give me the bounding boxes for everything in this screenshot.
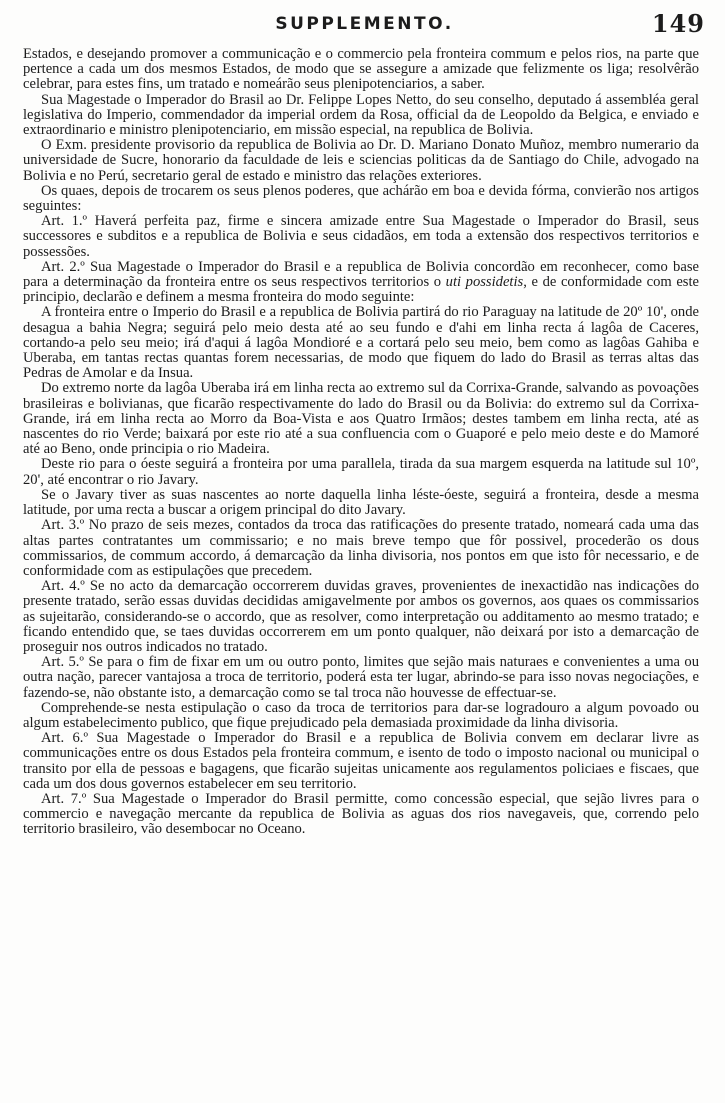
- paragraph-article-5: Art. 5.º Se para o fim de fixar em um ou outro ponto, limites que sejão mais naturaes e convenientes a uma ou outra nação, parecer vantajosa a troca de territorio, poderá esta ter lugar, abrindo-se para isso novas negociações, e fazendo-se, não obstante isto, a demarcação como se tal troca não houvesse de effectuar-se.: [23, 654, 699, 701]
- paragraph-boundary-uberaba: Do extremo norte da lagôa Uberaba irá em linha recta ao extremo sul da Corrixa-Grande, salvando as povoações brasileiras e bolivianas, que ficarão respectivamente do lado do Brasil ou da Bolivia: do extremo sul da Corrixa-Grande, irá em linha recta ao Morro da Boa-Vista e aos Quatro Irmãos; destes tambem em linha recta, até as nascentes do rio Verde; baixará por este rio até a sua confluencia com o Guaporé e pelo meio deste e do Mamoré até ao Beno, onde principia o rio Madeira.: [23, 380, 699, 458]
- paragraph-boundary-javary: Se o Javary tiver as suas nascentes ao norte daquella linha léste-óeste, seguirá a fronteira, desde a mesma latitude, por uma recta a buscar a origem principal do dito Javary.: [23, 486, 699, 519]
- running-title: SUPPLEMENTO.: [275, 14, 454, 34]
- paragraph-article-1: Art. 1.º Haverá perfeita paz, firme e sincera amizade entre Sua Magestade o Imperador do Brasil, seus successores e subditos e a republica de Bolivia e seus cidadãos, em toda a extensão dos respectivos territorios e possessões.: [23, 213, 699, 260]
- paragraph-boundary-madeira: Deste rio para o óeste seguirá a fronteira por uma parallela, tirada da sua margem esquerda na latitude sul 10º, 20', até encontrar o rio Javary.: [23, 456, 699, 488]
- page-header: [24, 9, 705, 44]
- paragraph-article-7: Art. 7.º Sua Magestade o Imperador do Brasil permitte, como concessão especial, que sejão livres para o commercio e navegação mercante da republica de Bolivia as aguas dos rios navegaveis, que, correndo pelo territorio brasileiro, vão desembocar no Oceano.: [23, 790, 699, 838]
- paragraph-article-5-exchange: Comprehende-se nesta estipulação o caso da troca de territorios para dar-se logradouro a algum povoado ou algum estabelecimento publico, que fique prejudicado pela demasiada proximidade da linha divisoria.: [23, 699, 699, 731]
- page-number: 149: [651, 9, 705, 38]
- paragraph-boundary-paraguay: A fronteira entre o Imperio do Brasil e a republica de Bolivia partirá do rio Paraguay na latitude de 20º 10', onde desagua a bahia Negra; seguirá pelo meio desta até ao seu fundo e d'ahi em linha recta á lagôa de Caceres, cortando-a pelo seu meio; irá d'aqui á lagôa Mondioré e a cortará pelo seu meio, bem como as lagôas Gahiba e Uberaba, em tantas rectas quantas forem necessarias, de modo que fiquem do lado do Brasil as terras altas das Pedras de Amolar e da Insua.: [23, 304, 699, 382]
- paragraph-article-2: Art. 2.º Sua Magestade o Imperador do Brasil e a republica de Bolivia concordão em reconhecer, como base para a determinação da fronteira entre os seus respectivos territorios o uti possidetis, e de conformidade com este principio, declarão e definem a mesma fronteira do modo seguinte:: [23, 258, 700, 306]
- page-body: [23, 47, 699, 838]
- paragraph-article-6: Art. 6.º Sua Magestade o Imperador do Brasil e a republica de Bolivia convem em declarar livre as communicações entre os dous Estados pela fronteira commum, e isento de todo o imposto nacional ou municipal o transito por ella de pessoas e bagagens, que ficarão sujeitas unicamente aos regulamentos policiaes e fiscaes, que cada um dos dous governos estabelecer em seu territorio.: [23, 730, 699, 792]
- paragraph-article-3: Art. 3.º No prazo de seis mezes, contados da troca das ratificações do presente tratado, nomeará cada uma das altas partes contratantes um commissario; e no mais breve tempo que fôr possivel, procederão os dous commissarios, de commum accordo, á demarcação da linha divisoria, nos pontos em que isto fôr necessario, e de conformidade com as estipulações que precedem.: [23, 517, 699, 579]
- paragraph-brazil-plenipotentiary: Sua Magestade o Imperador do Brasil ao Dr. Felippe Lopes Netto, do seu conselho, deputado á assembléa geral legislativa do Imperio, commendador da imperial ordem da Rosa, official da de Leopoldo da Belgica, e enviado e extraordinario e ministro plenipotenciario, em missão especial, na republica de Bolivia.: [23, 91, 699, 139]
- paragraph-preamble: Estados, e desejando promover a communicação e o commercio pela fronteira commum e pelos rios, na parte que pertence a cada um dos mesmos Estados, de modo que se assegure a amizade que felizmente os liga; resolvêrão celebrar, para estes fins, um tratado e nomeárão seus plenipotenciarios, a saber.: [23, 46, 699, 93]
- latin-phrase: uti possidetis: [445, 274, 524, 291]
- paragraph-exchange-of-powers: Os quaes, depois de trocarem os seus plenos poderes, que achárão em boa e devida fórma, convierão nos artigos seguintes:: [23, 182, 699, 215]
- paragraph-article-4: Art. 4.º Se no acto da demarcação occorrerem duvidas graves, provenientes de inexactidão nas indicações do presente tratado, serão essas duvidas decididas amigavelmente por ambos os governos, aos quaes os commissarios as sujeitarão, considerando-se o accordo, que as resolver, como interpretação ou additamento ao mesmo tratado; e ficando entendido que, se taes duvidas occorrerem em um ponto qualquer, não deixará por isto a demarcação de proseguir nos outros indicados no tratado.: [23, 578, 699, 655]
- paragraph-bolivia-plenipotentiary: O Exm. presidente provisorio da republica de Bolivia ao Dr. D. Mariano Donato Muñoz, membro numerario da universidade de Sucre, honorario da faculdade de leis e sciencias politicas da de Santiago do Chile, advogado na Bolivia e no Perú, secretario geral de estado e ministro das relações exteriores.: [23, 137, 699, 184]
